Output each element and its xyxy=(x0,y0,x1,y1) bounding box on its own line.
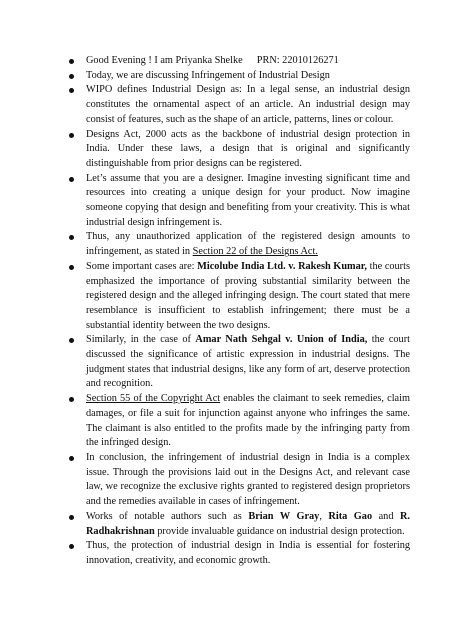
bullet-icon xyxy=(69,515,74,520)
separator-text: , xyxy=(319,510,329,522)
list-item-amar-nath-case xyxy=(68,333,410,392)
separator-text: and xyxy=(372,510,400,522)
list-item-text: Thus, the protection of industrial design in India is essential for fostering innovation, creativity, and economic growth. xyxy=(86,540,410,566)
list-item-section-55 xyxy=(68,392,410,451)
author-name: Rita Gao xyxy=(328,510,373,522)
list-item-text: In conclusion, the infringement of industrial design in India is a complex issue. Through the provisions laid out in the Designs Act, and relevant case law, we recognize the exclusive rights granted to registered design proprietors and the remedies available in cases of infringement. xyxy=(86,451,410,508)
list-item-text: Works of notable authors such as xyxy=(86,510,249,522)
bullet-icon xyxy=(69,133,74,138)
list-item-authors xyxy=(68,510,410,539)
list-item-conclusion xyxy=(68,451,410,510)
list-item-greeting xyxy=(68,54,410,69)
greeting-text: Good Evening ! I am Priyanka Shelke xyxy=(86,55,243,66)
bullet-icon xyxy=(69,177,74,182)
author-name: R. Radhakrishnan xyxy=(86,510,411,537)
section-22-link[interactable]: Section 22 of the Designs Act. xyxy=(192,246,318,258)
bullet-icon xyxy=(69,397,74,402)
bullet-icon xyxy=(69,338,74,343)
bullet-icon xyxy=(69,88,74,93)
list-item-text: the courts emphasized the importance of proving substantial similarity between the registered design and the alleged infringing design. The court stated that mere resemblance is insufficient to establish infringement; there must be a substantial identity between the two designs. xyxy=(86,260,410,331)
case-name: Micolube India Ltd. v. Rakesh Kumar, xyxy=(197,260,367,272)
bullet-icon xyxy=(69,74,74,79)
bullet-icon xyxy=(69,544,74,549)
list-item-text: Similarly, in the case of xyxy=(86,334,196,346)
list-item-text: WIPO defines Industrial Design as: In a legal sense, an industrial design constitutes the ornamental aspect of an article. An industrial design may consist of features, such as the shape of an article, patterns, lines or colour. xyxy=(86,84,410,125)
bullet-icon xyxy=(69,59,74,64)
list-item-text: Today, we are discussing Infringement of Industrial Design xyxy=(86,69,330,81)
list-item-wipo-definition xyxy=(68,83,410,127)
list-item-text: Designs Act, 2000 acts as the backbone of industrial design protection in India. Under these laws, a design that is original and significantly distinguishable from prior designs can be registered. xyxy=(86,128,410,169)
bullet-list xyxy=(68,54,410,569)
prn-text: PRN: 22010126271 xyxy=(256,55,339,66)
list-item-text: enables the claimant to seek remedies, claim damages, or file a suit for injunction against anyone who infringes the same. The claimant is also entitled to the profits made by the infringing party from the infringed design. xyxy=(86,393,410,449)
list-item-text: the court discussed the significance of artistic expression in industrial designs. The judgment states that industrial designs, like any form of art, deserve protection and recognition. xyxy=(86,334,410,390)
list-item-text: provide invaluable guidance on industrial design protection. xyxy=(154,525,405,537)
list-item-text: Thus, any unauthorized application of the registered design amounts to infringement, as stated in xyxy=(86,231,410,258)
section-55-link[interactable]: Section 55 of the Copyright Act xyxy=(86,393,221,405)
bullet-icon xyxy=(69,235,74,240)
list-item-text: Let’s assume that you are a designer. Imagine investing significant time and resources into creating a unique design for your product. Now imagine someone copying that design and benefiting from your creativity. This is what industrial design infringement is. xyxy=(86,172,410,228)
list-item-closing xyxy=(68,539,410,568)
list-item-topic xyxy=(68,69,410,84)
bullet-icon xyxy=(69,265,74,270)
list-item-designer-example xyxy=(68,172,410,231)
author-name: Brian W Gray xyxy=(248,510,320,522)
list-item-text: Some important cases are: xyxy=(86,260,198,272)
case-name: Amar Nath Sehgal v. Union of India, xyxy=(195,334,368,346)
list-item-micolube-case xyxy=(68,260,410,334)
list-item-designs-act xyxy=(68,128,410,172)
list-item-section-22 xyxy=(68,230,410,259)
bullet-icon xyxy=(69,456,74,461)
